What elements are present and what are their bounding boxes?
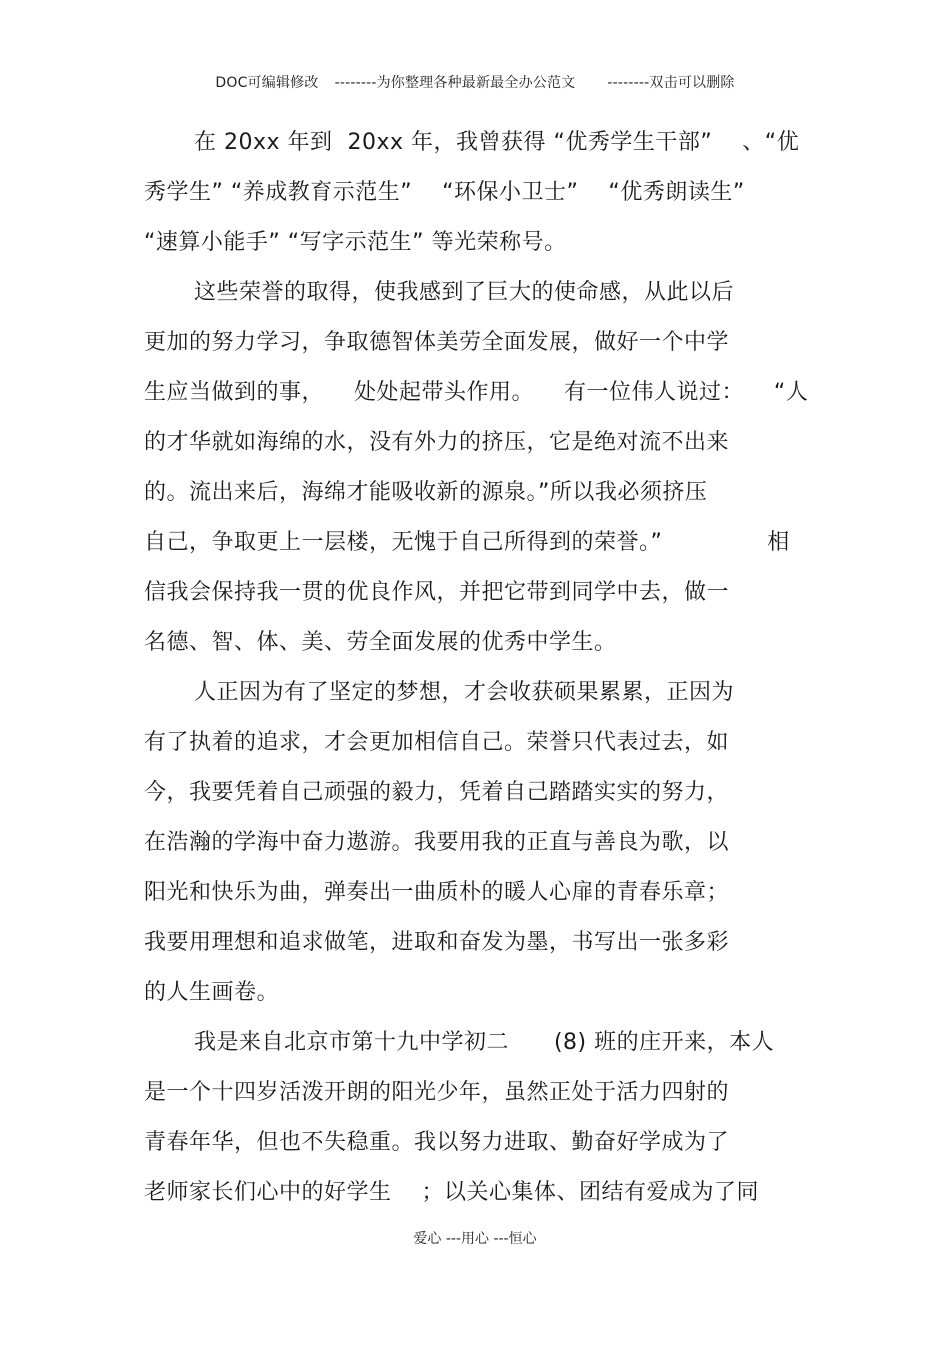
paragraph-2-line-7: 信我会保持我一贯的优良作风，并把它带到同学中去，做一 xyxy=(144,580,730,605)
paragraph-2-line-5: 的。流出来后，海绵才能吸收新的源泉。”所以我必须挤压 xyxy=(144,480,708,505)
paragraph-1-line-1: 在 20xx 年到 20xx 年，我曾获得 “优秀学生干部” 、“优 xyxy=(194,130,800,155)
paragraph-2-line-2: 更加的努力学习，争取德智体美劳全面发展，做好一个中学 xyxy=(144,330,730,355)
header-middle-text: --------为你整理各种最新最全办公范文 xyxy=(334,75,576,91)
paragraph-2-line-4: 的才华就如海绵的水，没有外力的挤压，它是绝对流不出来 xyxy=(144,430,730,455)
paragraph-3-line-3: 今，我要凭着自己顽强的毅力，凭着自己踏踏实实的努力， xyxy=(144,780,730,805)
document-body xyxy=(144,124,809,1224)
header-doc-label: DOC可编辑修改 xyxy=(215,75,319,91)
paragraph-2-line-6: 自己，争取更上一层楼，无愧于自己所得到的荣誉。” 相 xyxy=(144,530,790,555)
paragraph-2-line-3: 生应当做到的事， 处处起带头作用。 有一位伟人说过： “人 xyxy=(144,380,809,405)
paragraph-3-line-7: 的人生画卷。 xyxy=(144,980,280,1005)
paragraph-4-line-3: 青春年华，但也不失稳重。我以努力进取、勤奋好学成为了 xyxy=(144,1130,730,1155)
paragraph-3-line-6: 我要用理想和追求做笔，进取和奋发为墨，书写出一张多彩 xyxy=(144,930,730,955)
paragraph-2-line-8: 名德、智、体、美、劳全面发展的优秀中学生。 xyxy=(144,630,617,655)
paragraph-4-line-1: 我是来自北京市第十九中学初二 (8) 班的庄开来，本人 xyxy=(194,1030,775,1055)
paragraph-4-line-4: 老师家长们心中的好学生 ；以关心集体、团结有爱成为了同 xyxy=(144,1180,759,1205)
paragraph-3-line-2: 有了执着的追求，才会更加相信自己。荣誉只代表过去，如 xyxy=(144,730,730,755)
paragraph-3-line-5: 阳光和快乐为曲，弹奏出一曲质朴的暖人心扉的青春乐章； xyxy=(144,880,730,905)
paragraph-2-line-1: 这些荣誉的取得，使我感到了巨大的使命感，从此以后 xyxy=(194,280,735,305)
paragraph-1-line-3: “速算小能手” “写字示范生” 等光荣称号。 xyxy=(144,230,567,255)
paragraph-4-line-2: 是一个十四岁活泼开朗的阳光少年，虽然正处于活力四射的 xyxy=(144,1080,730,1105)
header-right-text: --------双击可以删除 xyxy=(607,75,735,91)
paragraph-3-line-1: 人正因为有了坚定的梦想，才会收获硕果累累，正因为 xyxy=(194,680,735,705)
page-header xyxy=(0,72,950,92)
page-footer: 爱心 ---用心 ---恒心 xyxy=(413,1231,537,1247)
paragraph-1-line-2: 秀学生” “养成教育示范生” “环保小卫士” “优秀朗读生” xyxy=(144,180,745,205)
paragraph-3-line-4: 在浩瀚的学海中奋力遨游。我要用我的正直与善良为歌，以 xyxy=(144,830,730,855)
